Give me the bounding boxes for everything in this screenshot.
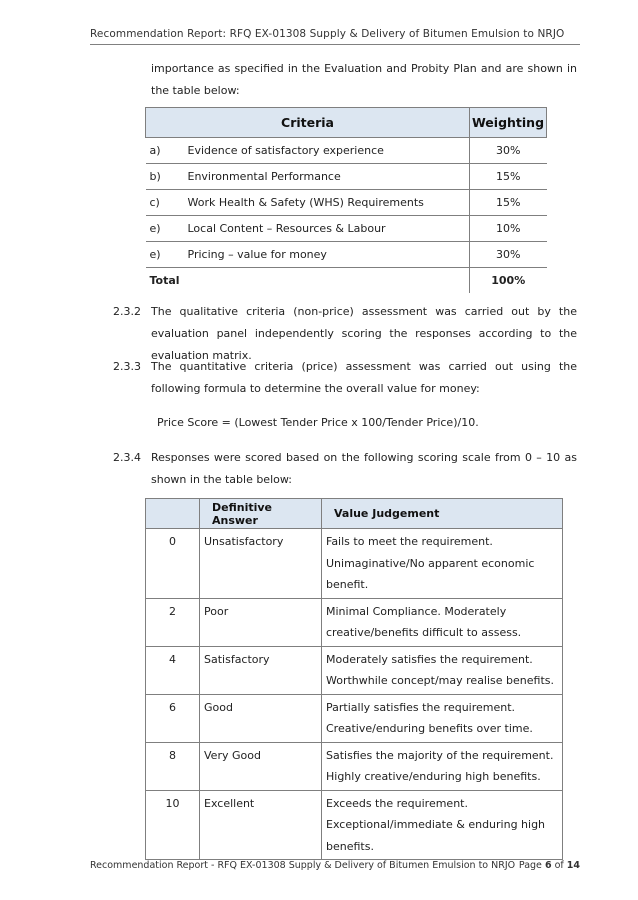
- scoring-row: [146, 646, 563, 694]
- scoring-row: [146, 742, 563, 790]
- score-header: [146, 499, 200, 529]
- criteria-row: [146, 164, 547, 190]
- weighting-header: Weighting: [470, 108, 547, 138]
- intro-paragraph: importance as specified in the Evaluation and Probity Plan and are shown in the table below:: [151, 62, 577, 97]
- total-label: Total: [149, 274, 180, 287]
- criteria-weight: 15%: [470, 190, 547, 216]
- judgement-line: Satisfies the majority of the requirement.: [326, 748, 554, 762]
- page-current: 6: [544, 860, 552, 871]
- judgement-line: Highly creative/enduring high benefits.: [326, 770, 541, 783]
- judgement-line: Creative/enduring benefits over time.: [326, 722, 533, 735]
- value-judgement: [322, 646, 563, 694]
- section-2-3-4-text: Responses were scored based on the following scoring scale from 0 – 10 as shown in the table below:: [151, 451, 577, 486]
- page-prefix: Page: [518, 860, 545, 871]
- criteria-header: Criteria: [146, 108, 470, 138]
- definitive-answer: Good: [200, 694, 322, 742]
- value-judgement: [322, 790, 563, 860]
- total-weight: 100%: [470, 268, 547, 294]
- criteria-row: [146, 216, 547, 242]
- value-judgement: [322, 529, 563, 599]
- scoring-header-row: [146, 499, 563, 529]
- judgement-line: Fails to meet the requirement.: [326, 535, 493, 548]
- scoring-row: [146, 598, 563, 646]
- criteria-label: Pricing – value for money: [184, 242, 470, 268]
- criteria-table: [145, 107, 547, 293]
- score-value: 8: [146, 742, 200, 790]
- criteria-row: [146, 138, 547, 164]
- definitive-answer: Very Good: [200, 742, 322, 790]
- section-number: 2.3.2: [113, 305, 141, 318]
- criteria-row: [146, 190, 547, 216]
- page-header: Recommendation Report: RFQ EX-01308 Supply & Delivery of Bitumen Emulsion to NRJO: [90, 28, 580, 45]
- section-number: 2.3.3: [113, 360, 141, 373]
- scoring-table: [145, 498, 563, 860]
- judgement-line: Moderately satisfies the requirement.: [326, 652, 533, 666]
- score-value: 2: [146, 598, 200, 646]
- criteria-letter: b): [146, 164, 184, 190]
- judgement-line: benefits.: [326, 839, 374, 853]
- criteria-letter: e): [146, 242, 184, 268]
- value-judgement: [322, 742, 563, 790]
- value-judgement-header: Value Judgement: [322, 499, 563, 529]
- page-of: of: [551, 860, 567, 871]
- section-number: 2.3.4: [113, 451, 141, 464]
- criteria-weight: 30%: [470, 242, 547, 268]
- criteria-weight: 10%: [470, 216, 547, 242]
- value-judgement: [322, 598, 563, 646]
- footer-title: Recommendation Report - RFQ EX-01308 Supply & Delivery of Bitumen Emulsion to NRJO: [90, 860, 516, 871]
- score-value: 10: [146, 790, 200, 860]
- criteria-letter: e): [146, 216, 184, 242]
- definitive-answer: Satisfactory: [200, 646, 322, 694]
- judgement-line: Exceeds the requirement.: [326, 796, 468, 810]
- definitive-answer: Excellent: [200, 790, 322, 860]
- judgement-line: Exceptional/immediate & enduring high: [326, 818, 546, 831]
- value-judgement: [322, 694, 563, 742]
- criteria-label: Evidence of satisfactory experience: [184, 138, 470, 164]
- price-formula: Price Score = (Lowest Tender Price x 100/Tender Price)/10.: [157, 416, 479, 429]
- page-total: 14: [566, 860, 580, 871]
- criteria-label: Work Health & Safety (WHS) Requirements: [184, 190, 470, 216]
- scoring-row: [146, 529, 563, 599]
- criteria-letter: c): [146, 190, 184, 216]
- criteria-weight: 30%: [470, 138, 547, 164]
- criteria-row: [146, 242, 547, 268]
- score-value: 6: [146, 694, 200, 742]
- criteria-total-row: [146, 268, 547, 294]
- criteria-weight: 15%: [470, 164, 547, 190]
- definitive-answer-header: Definitive Answer: [200, 499, 322, 529]
- page-number: [519, 860, 580, 871]
- judgement-line: Worthwhile concept/may realise benefits.: [326, 674, 554, 687]
- criteria-letter: a): [146, 138, 184, 164]
- judgement-line: Unimaginative/No apparent economic benefit.: [326, 556, 535, 591]
- score-value: 4: [146, 646, 200, 694]
- scoring-row: [146, 694, 563, 742]
- section-2-3-3-text: The quantitative criteria (price) assessment was carried out using the following formula to determine the overall value for money:: [151, 360, 577, 395]
- section-2-3-2-text: The qualitative criteria (non-price) assessment was carried out by the evaluation panel independently scoring the responses according to the evaluation matrix.: [151, 305, 577, 362]
- criteria-label: Local Content – Resources & Labour: [184, 216, 470, 242]
- scoring-row: [146, 790, 563, 860]
- definitive-answer: Unsatisfactory: [200, 529, 322, 599]
- score-value: 0: [146, 529, 200, 599]
- criteria-header-row: [146, 108, 547, 138]
- criteria-label: Environmental Performance: [184, 164, 470, 190]
- judgement-line: Minimal Compliance. Moderately: [326, 604, 507, 618]
- judgement-line: creative/benefits difficult to assess.: [326, 626, 522, 639]
- definitive-answer: Poor: [200, 598, 322, 646]
- judgement-line: Partially satisfies the requirement.: [326, 700, 516, 714]
- page-footer: [90, 860, 580, 871]
